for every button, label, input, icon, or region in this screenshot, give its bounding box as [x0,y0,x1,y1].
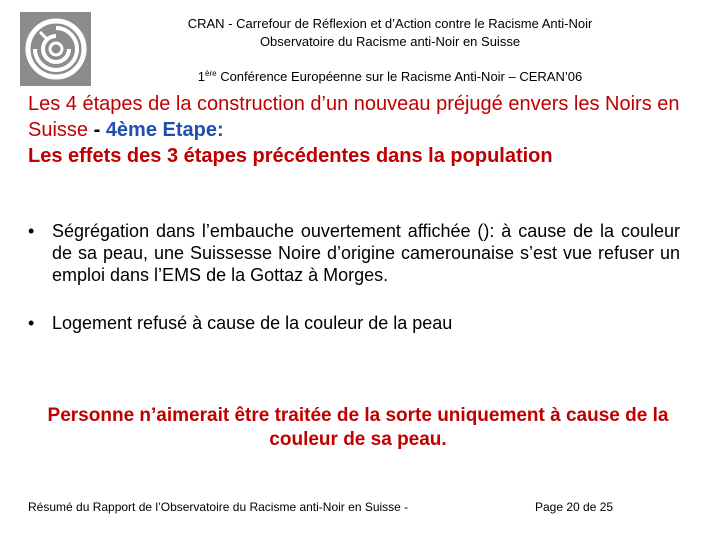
conference-line [100,66,680,85]
bullet-marker: • [28,221,35,241]
slide-title [28,91,698,169]
conference-ordinal-suffix: ère [205,69,217,78]
conclusion-text: Personne n’aimerait être traitée de la sorte uniquement à cause de la couleur de sa peau. [47,405,669,450]
header-observatory: Observatoire du Racisme anti-Noir en Suisse [259,34,521,49]
bullet-list [28,220,680,334]
title-subtitle: Les effets des 3 étapes précédentes dans la population [28,145,553,167]
list-item [28,312,680,334]
footer-summary: Résumé du Rapport de l’Observatoire du Racisme anti-Noir en Suisse - [28,500,409,514]
bullet-text: Logement refusé à cause de la couleur de la peau [52,313,453,333]
conference-ordinal: 1 [197,69,206,84]
list-item [28,220,680,286]
title-step: 4ème Etape: [105,119,224,141]
title-main: Les 4 étapes de la construction d’un nouveau préjugé envers les Noirs en Suisse [28,93,680,141]
page-number: Page 20 de 25 [535,500,614,514]
conference-name: Conférence Européenne sur le Racisme Anti-Noir – CERAN’06 [216,69,583,84]
spiral-logo-icon [20,12,91,86]
bullet-marker: • [28,313,35,333]
header-organization: CRAN - Carrefour de Réflexion et d’Action contre le Racisme Anti-Noir [187,16,593,31]
bullet-text: Ségrégation dans l’embauche ouvertement affichée (): à cause de la couleur de sa peau, une Suissesse Noire d’origine camerounaise s’est vue refuser un emploi dans l’EMS de la Gottaz à Morges. [52,221,680,285]
title-separator: - [88,119,106,141]
